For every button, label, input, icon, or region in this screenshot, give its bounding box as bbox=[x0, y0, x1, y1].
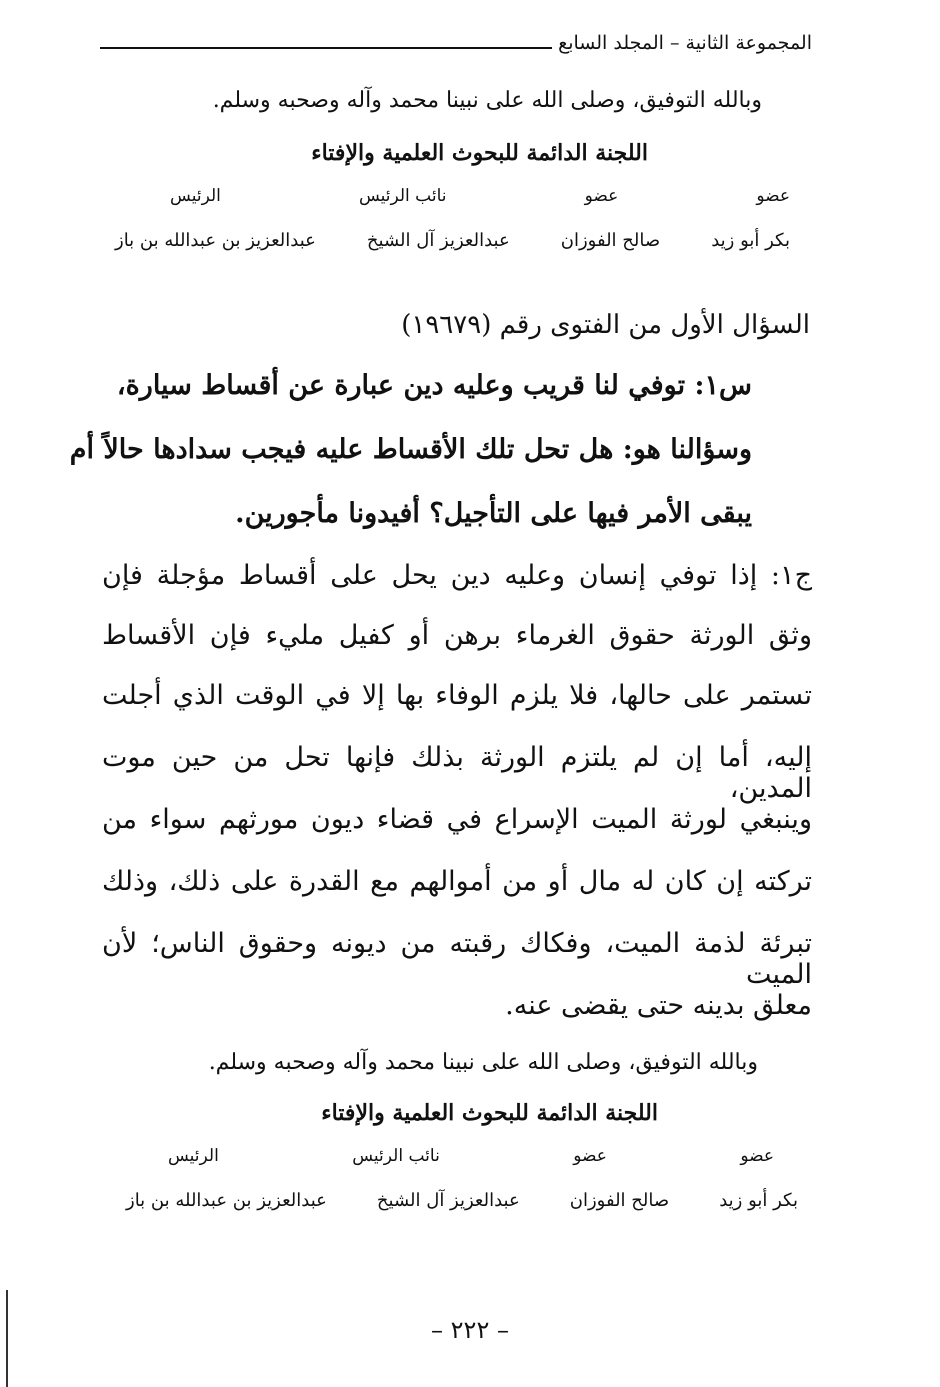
running-header bbox=[100, 32, 812, 54]
name-salih-al-fawzan: صالح الفوزان bbox=[569, 1190, 670, 1211]
role-member-2: عضو bbox=[584, 186, 619, 206]
answer-line-4: إليه، أما إن لم يلتزم الورثة بذلك فإنها تحل من حين موت المدين، bbox=[102, 742, 812, 804]
role-member-1: عضو bbox=[756, 186, 790, 206]
name-abdulaziz-bin-baz: عبدالعزيز بن عبدالله بن باز bbox=[126, 1190, 327, 1211]
closing-formula-bottom: وبالله التوفيق، وصلى الله على نبينا محمد وآله وصحبه وسلم. bbox=[208, 1050, 758, 1075]
name-salih-al-fawzan: صالح الفوزان bbox=[560, 230, 661, 251]
answer-line-2: وثق الورثة حقوق الغرماء برهن أو كفيل مليء فإن الأقساط bbox=[102, 620, 812, 651]
answer-line-7: تبرئة لذمة الميت، وفكاك رقبته من ديونه وحقوق الناس؛ لأن الميت bbox=[102, 928, 812, 990]
header-title: المجموعة الثانية – المجلد السابع bbox=[558, 32, 812, 54]
name-abdulaziz-al-shaykh: عبدالعزيز آل الشيخ bbox=[366, 230, 510, 251]
signature-roles-top bbox=[170, 186, 790, 206]
role-member-2: عضو bbox=[573, 1146, 607, 1166]
role-member-1: عضو bbox=[740, 1146, 774, 1166]
closing-formula-top: وبالله التوفيق، وصلى الله على نبينا محمد وآله وصحبه وسلم. bbox=[212, 88, 762, 113]
name-abdulaziz-bin-baz: عبدالعزيز بن عبدالله بن باز bbox=[115, 230, 316, 251]
header-rule bbox=[100, 47, 552, 49]
fatwa-question-reference: السؤال الأول من الفتوى رقم (١٩٦٧٩) bbox=[401, 310, 810, 340]
role-president: الرئيس bbox=[170, 186, 221, 206]
role-president: الرئيس bbox=[168, 1146, 219, 1166]
role-deputy-president: نائب الرئيس bbox=[352, 1146, 440, 1166]
answer-line-6: تركته إن كان له مال أو من أموالهم مع القدرة على ذلك، وذلك bbox=[102, 866, 812, 897]
answer-line-8: معلق بدينه حتى يقضى عنه. bbox=[505, 990, 812, 1021]
answer-line-1: ج١: إذا توفي إنسان وعليه دين يحل على أقساط مؤجلة فإن bbox=[102, 560, 812, 591]
signature-names-top bbox=[115, 230, 790, 251]
name-bakr-abu-zayd: بكر أبو زيد bbox=[719, 1190, 798, 1211]
committee-title-top: اللجنة الدائمة للبحوث العلمية والإفتاء bbox=[311, 140, 648, 166]
question-line-1: س١: توفي لنا قريب وعليه دين عبارة عن أقساط سيارة، bbox=[116, 370, 752, 401]
signature-roles-bottom bbox=[168, 1146, 774, 1166]
name-bakr-abu-zayd: بكر أبو زيد bbox=[711, 230, 790, 251]
question-line-2: وسؤالنا هو: هل تحل تلك الأقساط عليه فيجب سدادها حالاً أم bbox=[69, 434, 752, 465]
committee-title-bottom: اللجنة الدائمة للبحوث العلمية والإفتاء bbox=[321, 1100, 658, 1126]
answer-line-5: وينبغي لورثة الميت الإسراع في قضاء ديون مورثهم سواء من bbox=[102, 804, 812, 835]
role-deputy-president: نائب الرئيس bbox=[358, 186, 447, 206]
page-number: – ٢٢٢ – bbox=[431, 1316, 509, 1344]
name-abdulaziz-al-shaykh: عبدالعزيز آل الشيخ bbox=[376, 1190, 520, 1211]
signature-names-bottom bbox=[126, 1190, 798, 1211]
question-line-3: يبقى الأمر فيها على التأجيل؟ أفيدونا مأجورين. bbox=[235, 498, 752, 529]
answer-line-3: تستمر على حالها، فلا يلزم الوفاء بها إلا في الوقت الذي أجلت bbox=[102, 680, 812, 711]
